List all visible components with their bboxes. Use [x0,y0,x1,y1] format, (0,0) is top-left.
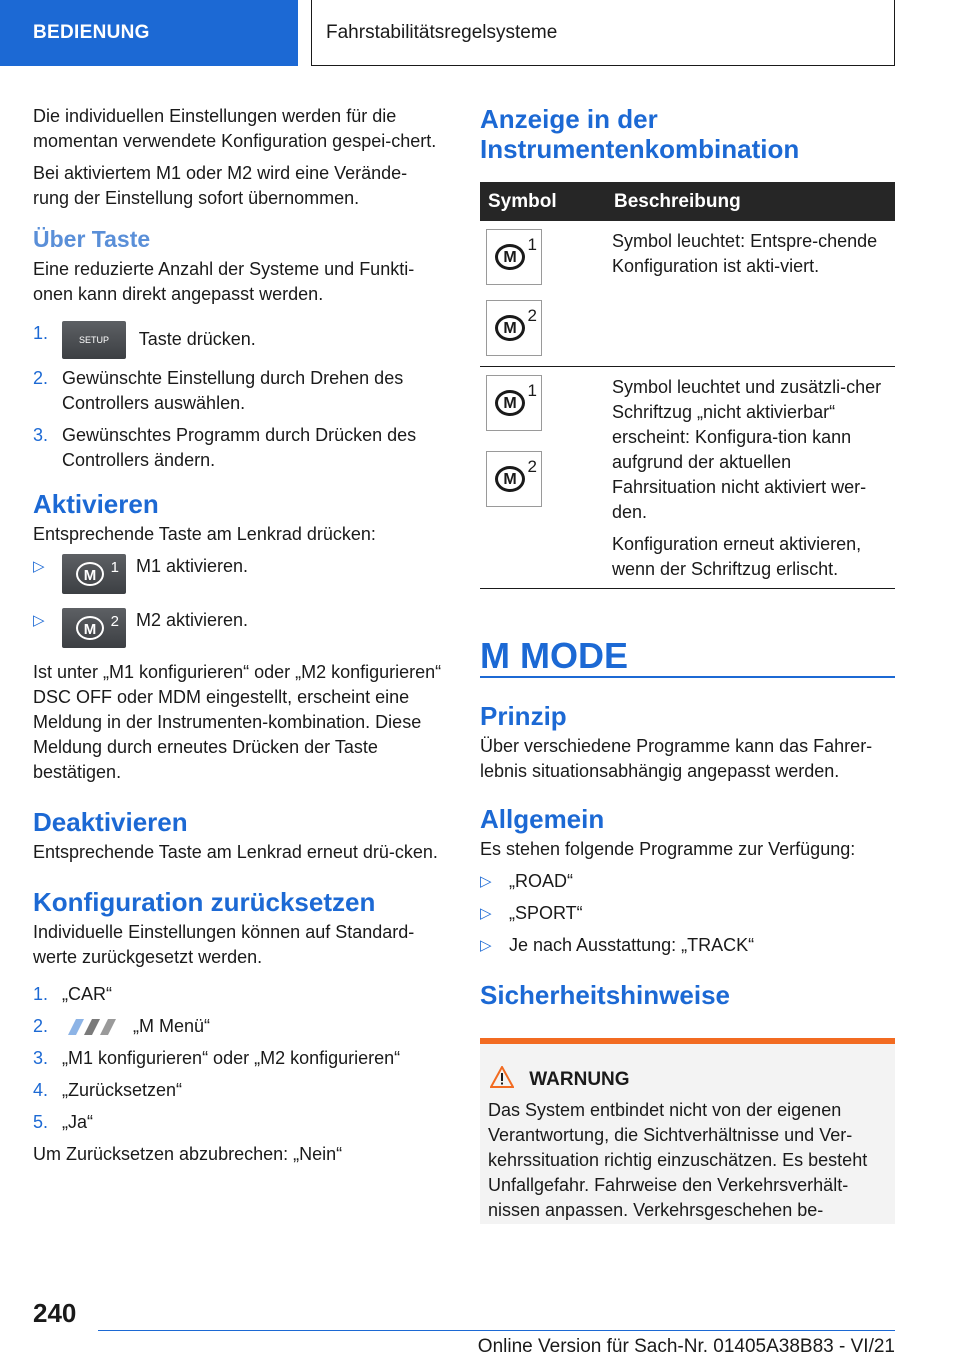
allgemein-heading: Allgemein [480,804,605,834]
ueber-taste-heading: Über Taste [33,226,151,252]
warning-title: WARNUNG [529,1069,630,1090]
mmode-heading: M MODE [480,635,628,676]
bullet-text: M2 aktivieren. [136,610,249,630]
m-glyph: M [76,562,104,586]
m-glyph: M [495,315,525,341]
step-item [33,366,443,416]
icon-number: 1 [527,235,537,254]
m-glyph: M [495,244,525,270]
page-number: 240 [33,1298,77,1328]
table-row [480,367,895,589]
triangle-bullet-icon: ▷ [480,937,492,954]
deaktivieren-text: Entsprechende Taste am Lenkrad erneut drü-cken. [33,842,438,862]
step-number: 3. [33,1048,49,1068]
intro-paragraph-2: Bei aktiviertem M1 oder M2 wird eine Verände-rung der Einstellung sofort übernommen. [33,163,408,208]
program-text: „ROAD“ [509,871,573,891]
table-header-symbol: Symbol [480,182,606,221]
description-cell [606,367,895,589]
m2-button-image [62,608,126,648]
online-version-text: Online Version für Sach-Nr. 01405A38B83 - VI/21 [477,1336,895,1357]
warning-triangle-icon [490,1066,514,1088]
reset-step-item [33,982,443,1007]
reset-step-item [33,1046,443,1071]
triangle-bullet-icon: ▷ [480,905,492,922]
symbol-cell [480,367,606,589]
bullet-item [33,554,443,594]
cancel-text: Um Zurücksetzen abzubrechen: „Nein“ [33,1144,343,1164]
section-title: BEDIENUNG [33,22,150,43]
sicherheit-heading: Sicherheitshinweise [480,980,730,1010]
intro-paragraph-1: Die individuellen Einstellungen werden für die momentan verwendete Konfiguration gespei-chert. [33,106,437,151]
icon-number: 2 [527,306,537,325]
reset-step-item [33,1014,443,1039]
program-text: „SPORT“ [509,903,583,923]
icon-number: 2 [110,613,119,630]
deaktivieren-heading: Deaktivieren [33,807,188,837]
m1-button-image [62,554,126,594]
m1-symbol-icon [486,375,542,431]
icon-number: 1 [110,559,119,576]
step-text: Taste drücken. [138,328,256,349]
description-text: Symbol leuchtet und zusätzli-cher Schriftzug „nicht aktivierbar“ erscheint: Konfigura-tion kann aufgrund der aktuellen Fahrsituation nicht aktiviert wer-den. [612,377,882,522]
step-text: „CAR“ [62,984,112,1004]
bullet-text: M1 aktivieren. [136,556,249,576]
step-number: 5. [33,1112,49,1132]
symbol-cell [480,221,606,367]
step-item [33,423,443,473]
icon-number: 1 [527,381,537,400]
triangle-bullet-icon: ▷ [480,873,492,890]
setup-button-image [62,321,126,359]
warning-header [488,1066,887,1092]
anzeige-heading-line-2: Instrumentenkombination [480,134,800,164]
m-glyph: M [76,616,104,640]
description-cell: Symbol leuchtet: Entspre-chende Konfiguration ist akti-viert. [612,231,878,276]
step-number: 1. [33,984,49,1004]
reset-text: Individuelle Einstellungen können auf Standard-werte zurückgesetzt werden. [33,922,415,967]
aktivieren-heading: Aktivieren [33,489,159,519]
aktivieren-text: Entsprechende Taste am Lenkrad drücken: [33,524,376,544]
m-glyph: M [495,466,525,492]
prinzip-text: Über verschiedene Programme kann das Fahrer-lebnis situationsabhängig angepasst werden. [480,736,873,781]
step-text: Gewünschtes Programm durch Drücken des Controllers ändern. [62,425,417,470]
prinzip-section [480,701,895,1013]
step-number: 2. [33,368,49,388]
right-column [480,104,895,1010]
anzeige-heading-line-1: Anzeige in der [480,104,658,134]
table-row [480,221,895,367]
triangle-bullet-icon: ▷ [33,558,45,575]
allgemein-text: Es stehen folgende Programme zur Verfügung: [480,839,856,859]
warning-box [480,1044,895,1224]
reset-heading: Konfiguration zurücksetzen [33,887,376,917]
symbol-table [480,182,895,589]
m-logo-icon [62,1017,118,1037]
triangle-bullet-icon: ▷ [33,612,45,629]
divider [480,676,895,678]
hinweis-paragraph: Ist unter „M1 konfigurieren“ oder „M2 konfigurieren“ DSC OFF oder MDM eingestellt, erscheint eine Meldung in der Instrumenten-kombination. Diese Meldung durch erneutes Drücken der Taste bestätigen. [33,662,442,782]
setup-label: SETUP [78,335,109,345]
ueber-taste-text: Eine reduzierte Anzahl der Systeme und Funkti-onen kann direkt angepasst werden. [33,259,415,304]
step-number: 3. [33,425,49,445]
m-glyph: M [495,390,525,416]
step-text: „Zurücksetzen“ [62,1080,183,1100]
anzeige-heading [480,104,895,164]
program-item [480,933,895,958]
step-number: 4. [33,1080,49,1100]
program-item [480,901,895,926]
bullet-item [33,608,443,648]
step-number: 1. [33,323,49,343]
m2-symbol-icon [486,300,542,356]
reset-step-item [33,1078,443,1103]
chapter-tab [311,0,895,66]
step-text: „M1 konfigurieren“ oder „M2 konfigurieren“ [62,1048,401,1068]
step-text: Gewünschte Einstellung durch Drehen des Controllers auswählen. [62,368,404,413]
program-item [480,869,895,894]
warning-text: Das System entbindet nicht von der eigenen Verantwortung, die Sichtverhältnisse und Ver-kehrssituation richtig einzuschätzen. Es besteht Unfallgefahr. Fahrweise den Verkehrsverhält-nissen anpassen. Verkehrsgeschehen be- [488,1100,868,1220]
step-text: „M Menü“ [133,1016,211,1036]
left-column [33,104,443,1174]
table-header-description: Beschreibung [606,182,895,221]
prinzip-heading: Prinzip [480,701,567,731]
reset-step-item [33,1110,443,1135]
step-number: 2. [33,1016,49,1036]
icon-number: 2 [527,457,537,476]
footer-line [98,1330,895,1358]
m2-symbol-icon [486,451,542,507]
step-text: „Ja“ [62,1112,93,1132]
description-text-2: Konfiguration erneut aktivieren, wenn der Schriftzug erlischt. [612,534,862,579]
section-tab [0,0,298,66]
m1-symbol-icon [486,229,542,285]
step-item [33,321,443,359]
chapter-title: Fahrstabilitätsregelsysteme [326,21,558,43]
program-text: Je nach Ausstattung: „TRACK“ [509,935,755,955]
